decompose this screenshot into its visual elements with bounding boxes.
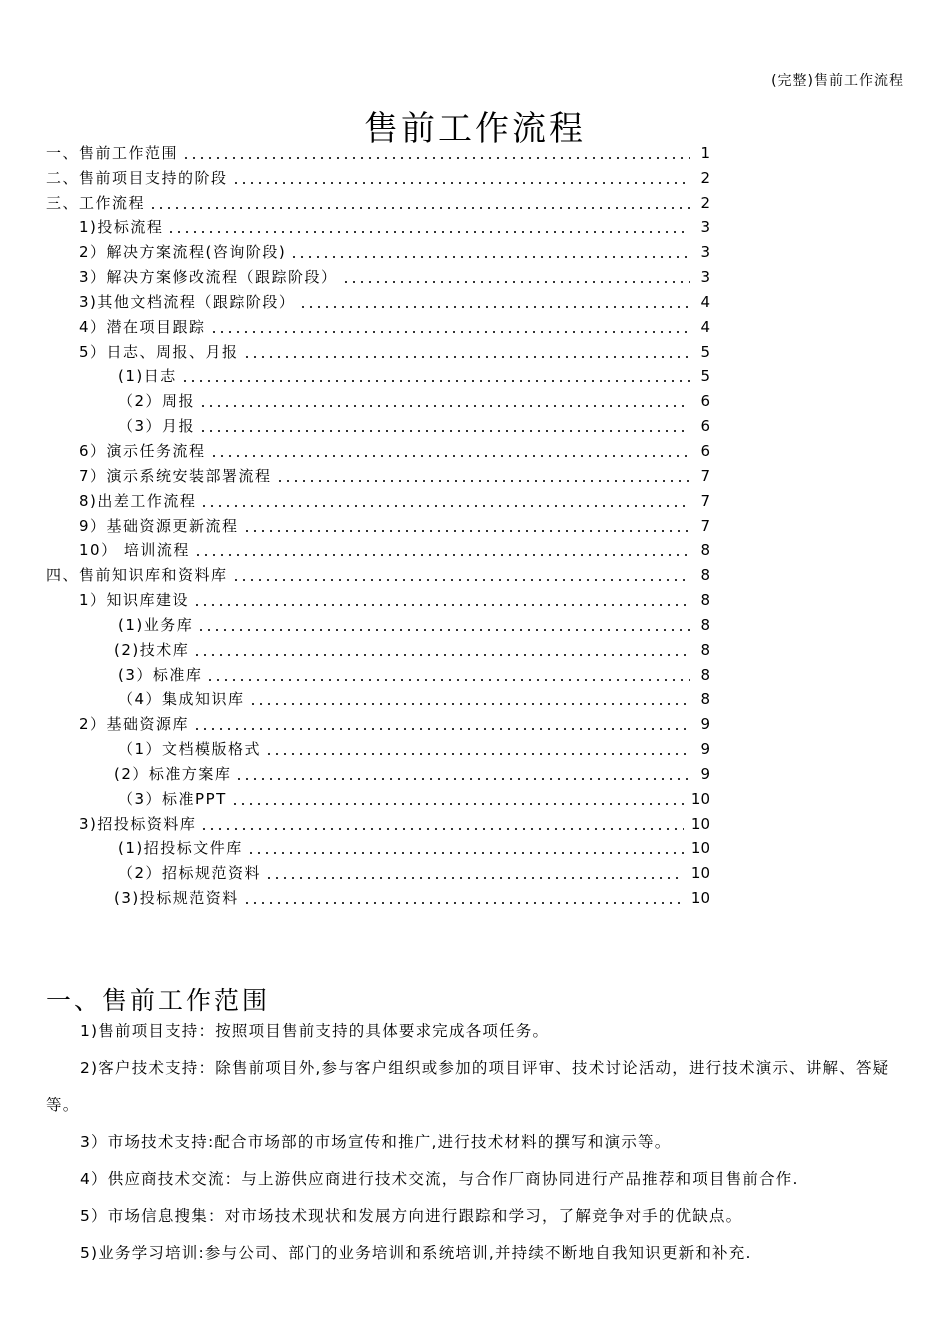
toc-entry[interactable] xyxy=(46,662,710,687)
toc-entry-page: 3 xyxy=(700,243,710,262)
toc-entry-page: 6 xyxy=(700,417,710,436)
toc-entry-page: 10 xyxy=(690,789,710,808)
toc-dot-leader xyxy=(247,852,684,854)
toc-entry-page: 9 xyxy=(700,740,710,759)
toc-entry-label: （3）月报 xyxy=(118,417,196,436)
toc-entry[interactable] xyxy=(46,339,710,364)
toc-entry-label: 7）演示系统安装部署流程 xyxy=(79,466,272,485)
toc-entry-page: 10 xyxy=(690,864,710,883)
toc-entry-label: 1）知识库建设 xyxy=(79,591,190,610)
toc-dot-leader xyxy=(342,281,690,283)
toc-entry-page: 5 xyxy=(700,367,710,386)
toc-dot-leader xyxy=(194,554,690,556)
toc-entry[interactable] xyxy=(46,860,710,885)
toc-dot-leader xyxy=(243,902,684,904)
toc-entry-label: 1)投标流程 xyxy=(79,218,164,237)
toc-dot-leader xyxy=(193,604,690,606)
toc-entry-label: （2）招标规范资料 xyxy=(118,864,262,883)
toc-dot-leader xyxy=(197,629,690,631)
toc-dot-leader xyxy=(243,530,690,532)
toc-entry-page: 10 xyxy=(690,814,710,833)
toc-dot-leader xyxy=(299,306,690,308)
toc-dot-leader xyxy=(182,157,690,159)
toc-entry-page: 7 xyxy=(700,516,710,535)
toc-entry[interactable] xyxy=(46,513,710,538)
body-paragraph: 2)客户技术支持：除售前项目外,参与客户组织或参加的项目评审、技术讨论活动，进行技术演示、讲解、答疑等。 xyxy=(46,1059,890,1114)
toc-entry-label: 5）日志、周报、月报 xyxy=(79,342,239,361)
toc-dot-leader xyxy=(210,455,690,457)
toc-entry[interactable] xyxy=(46,165,710,190)
toc-entry-page: 10 xyxy=(690,839,710,858)
toc-dot-leader xyxy=(200,828,684,830)
toc-entry-label: 三、工作流程 xyxy=(46,193,146,212)
toc-entry-page: 2 xyxy=(700,193,710,212)
body-paragraph: 4）供应商技术交流：与上游供应商进行技术交流，与合作厂商协同进行产品推荐和项目售前合作. xyxy=(80,1170,799,1188)
toc-entry-label: 3）解决方案修改流程（跟踪阶段） xyxy=(79,268,338,287)
toc-entry-label: （4）集成知识库 xyxy=(118,690,245,709)
body-paragraph: 1)售前项目支持：按照项目售前支持的具体要求完成各项任务。 xyxy=(80,1022,550,1040)
toc-entry-page: 3 xyxy=(700,218,710,237)
document-title: 售前工作流程 xyxy=(364,108,586,149)
toc-entry-page: 8 xyxy=(700,566,710,585)
toc-dot-leader xyxy=(181,380,690,382)
toc-entry-label: 2）解决方案流程(咨询阶段) xyxy=(79,243,287,262)
toc-entry[interactable] xyxy=(46,388,710,413)
toc-entry[interactable] xyxy=(46,289,710,314)
toc-dot-leader xyxy=(199,430,690,432)
toc-entry[interactable] xyxy=(46,786,710,811)
toc-entry-label: (3)投标规范资料 xyxy=(114,889,239,908)
toc-entry-page: 8 xyxy=(700,541,710,560)
body-paragraph: 5）市场信息搜集：对市场技术现状和发展方向进行跟踪和学习，了解竞争对手的优缺点。 xyxy=(80,1207,743,1225)
toc-entry-page: 7 xyxy=(700,466,710,485)
toc-dot-leader xyxy=(290,256,690,258)
toc-dot-leader xyxy=(276,480,690,482)
toc-entry[interactable] xyxy=(46,314,710,339)
toc-entry[interactable] xyxy=(46,637,710,662)
toc-entry[interactable] xyxy=(46,761,710,786)
toc-entry-page: 8 xyxy=(700,591,710,610)
toc-entry[interactable] xyxy=(46,711,710,736)
toc-entry[interactable] xyxy=(46,364,710,389)
toc-entry-label: 四、售前知识库和资料库 xyxy=(46,566,228,585)
toc-entry-label: 二、售前项目支持的阶段 xyxy=(46,168,228,187)
toc-entry-label: (1)业务库 xyxy=(118,615,194,634)
toc-entry-label: （3）标准PPT xyxy=(118,789,227,808)
toc-dot-leader xyxy=(206,679,690,681)
toc-entry[interactable] xyxy=(46,612,710,637)
body-paragraph: 3）市场技术支持:配合市场部的市场宣传和推广,进行技术材料的撰写和演示等。 xyxy=(80,1133,672,1151)
toc-entry-page: 1 xyxy=(700,143,710,162)
toc-entry-page: 10 xyxy=(690,889,710,908)
toc-entry-label: 4）潜在项目跟踪 xyxy=(79,317,206,336)
toc-entry-page: 8 xyxy=(700,690,710,709)
table-of-contents xyxy=(46,140,710,910)
toc-dot-leader xyxy=(199,405,690,407)
toc-entry-label: 2）基础资源库 xyxy=(79,715,190,734)
toc-entry-label: 10） 培训流程 xyxy=(79,541,190,560)
toc-entry-page: 9 xyxy=(700,764,710,783)
section-heading: 一、售前工作范围 xyxy=(46,985,271,1015)
toc-entry-page: 2 xyxy=(700,168,710,187)
toc-dot-leader xyxy=(235,778,690,780)
toc-dot-leader xyxy=(200,505,690,507)
toc-dot-leader xyxy=(232,182,690,184)
toc-entry[interactable] xyxy=(46,811,710,836)
toc-entry[interactable] xyxy=(46,215,710,240)
toc-dot-leader xyxy=(167,231,690,233)
toc-entry-label: 9）基础资源更新流程 xyxy=(79,516,239,535)
toc-dot-leader xyxy=(249,703,690,705)
section-body xyxy=(46,1013,906,1272)
toc-entry-page: 4 xyxy=(700,317,710,336)
toc-entry-page: 7 xyxy=(700,491,710,510)
toc-entry-page: 6 xyxy=(700,392,710,411)
toc-dot-leader xyxy=(265,877,684,879)
toc-entry-label: 3)招投标资料库 xyxy=(79,814,197,833)
toc-dot-leader xyxy=(232,579,690,581)
toc-entry-page: 8 xyxy=(700,615,710,634)
toc-dot-leader xyxy=(193,654,690,656)
toc-dot-leader xyxy=(243,356,690,358)
toc-entry[interactable] xyxy=(46,190,710,215)
toc-entry[interactable] xyxy=(46,562,710,587)
toc-entry-page: 8 xyxy=(700,665,710,684)
toc-dot-leader xyxy=(265,753,690,755)
toc-entry-page: 3 xyxy=(700,268,710,287)
toc-entry-label: 8)出差工作流程 xyxy=(79,491,197,510)
toc-entry-page: 8 xyxy=(700,640,710,659)
toc-entry-label: (1)招投标文件库 xyxy=(118,839,243,858)
body-paragraph: 5)业务学习培训:参与公司、部门的业务培训和系统培训,并持续不断地自我知识更新和补充. xyxy=(80,1244,752,1262)
toc-entry-label: (2)技术库 xyxy=(114,640,190,659)
toc-entry-label: （1）文档模版格式 xyxy=(118,740,262,759)
toc-dot-leader xyxy=(193,728,690,730)
toc-entry[interactable] xyxy=(46,538,710,563)
toc-entry[interactable] xyxy=(46,885,710,910)
toc-entry[interactable] xyxy=(46,264,710,289)
toc-entry-label: (3）标准库 xyxy=(118,665,203,684)
toc-entry-label: 一、售前工作范围 xyxy=(46,143,179,162)
toc-dot-leader xyxy=(149,207,690,209)
toc-entry-page: 6 xyxy=(700,441,710,460)
toc-entry-page: 5 xyxy=(700,342,710,361)
toc-entry[interactable] xyxy=(46,140,710,165)
toc-entry[interactable] xyxy=(46,438,710,463)
toc-entry[interactable] xyxy=(46,488,710,513)
running-header: (完整)售前工作流程 xyxy=(771,73,904,89)
toc-entry[interactable] xyxy=(46,687,710,712)
toc-entry[interactable] xyxy=(46,239,710,264)
toc-entry[interactable] xyxy=(46,587,710,612)
toc-entry[interactable] xyxy=(46,836,710,861)
toc-entry-label: （2）周报 xyxy=(118,392,196,411)
toc-entry[interactable] xyxy=(46,463,710,488)
toc-entry[interactable] xyxy=(46,413,710,438)
toc-entry-page: 4 xyxy=(700,292,710,311)
toc-entry-label: (1)日志 xyxy=(118,367,177,386)
toc-entry[interactable] xyxy=(46,736,710,761)
toc-dot-leader xyxy=(231,803,684,805)
toc-entry-label: 3)其他文档流程（跟踪阶段） xyxy=(79,292,296,311)
toc-dot-leader xyxy=(210,331,690,333)
toc-entry-label: 6）演示任务流程 xyxy=(79,441,206,460)
toc-entry-page: 9 xyxy=(700,715,710,734)
toc-entry-label: (2）标准方案库 xyxy=(114,764,232,783)
